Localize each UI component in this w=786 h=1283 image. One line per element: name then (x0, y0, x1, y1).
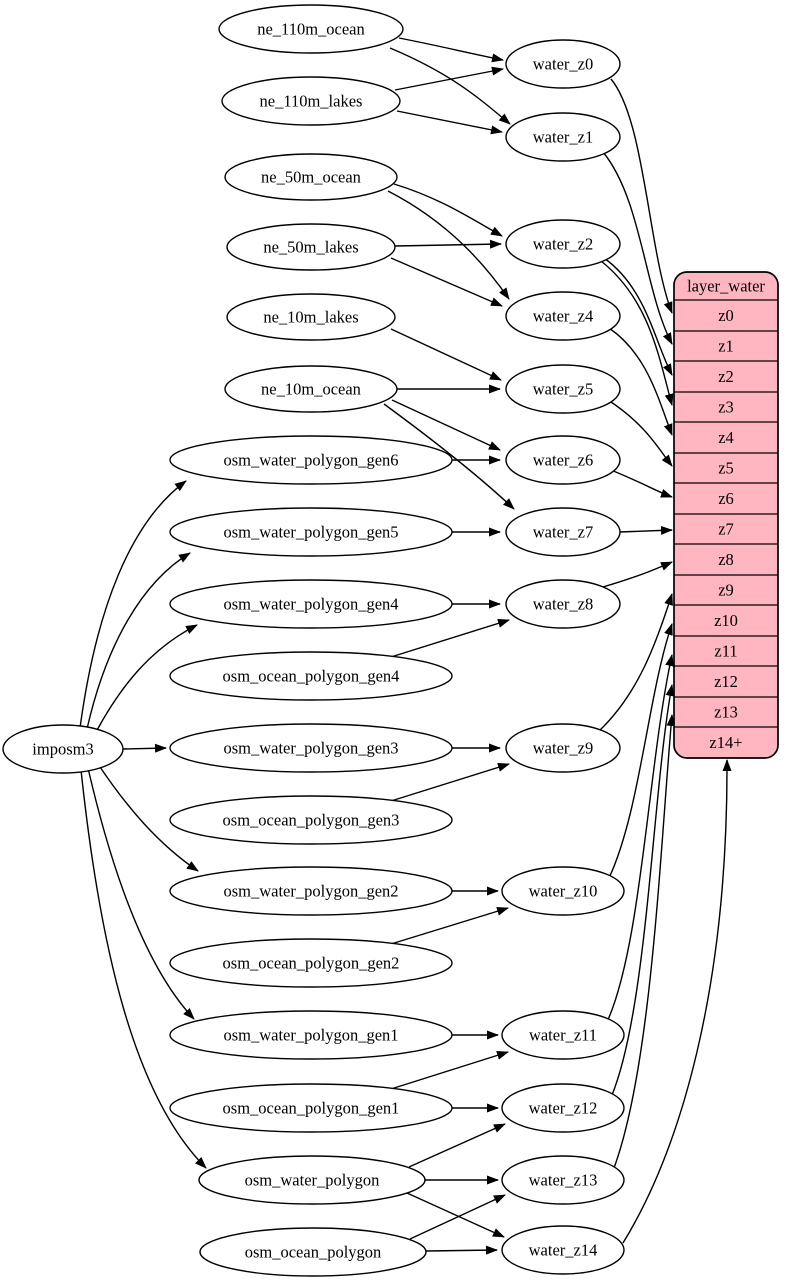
osm_water_polygon_gen1-label: osm_water_polygon_gen1 (223, 1025, 399, 1045)
layer_water-row-z1: z1 (718, 336, 734, 356)
water_z1-label: water_z1 (532, 127, 594, 147)
osm_ocean_polygon_gen4-label: osm_ocean_polygon_gen4 (222, 666, 400, 686)
osm_water_polygon-label: osm_water_polygon (244, 1170, 380, 1190)
osm_water_polygon_gen4-label: osm_water_polygon_gen4 (223, 594, 399, 614)
edge-water_z0-to-layer_water-z0 (611, 79, 672, 313)
water_z0-label: water_z0 (532, 54, 594, 74)
imposm3-label: imposm3 (32, 739, 94, 759)
layer_water-row-z10: z10 (714, 611, 738, 630)
node-osm_ocean_polygon_gen2 (170, 939, 452, 987)
node-osm_water_polygon_gen3 (170, 724, 452, 772)
node-osm_water_polygon_gen1 (170, 1011, 452, 1059)
node-osm_ocean_polygon_gen1 (170, 1084, 452, 1132)
layer_water-row-z4: z4 (718, 428, 734, 447)
edge-ne_110m_ocean-to-water_z0 (399, 38, 503, 60)
node-water_z11 (502, 1011, 624, 1059)
node-water_z12 (502, 1084, 624, 1132)
node-water_z0 (506, 40, 620, 88)
edge-ne_50m_lakes-to-water_z4 (391, 258, 502, 306)
edge-water_z8-to-layer_water-z8 (603, 562, 672, 587)
node-ne_10m_lakes (227, 294, 395, 340)
node-ne_50m_lakes (227, 224, 395, 270)
layer_water-row-z5: z5 (718, 458, 734, 478)
edge-ne_10m_lakes-to-water_z5 (391, 329, 501, 380)
layer_water-row-z0: z0 (718, 306, 734, 325)
node-water_z1 (506, 113, 620, 161)
osm_ocean_polygon_gen3-label: osm_ocean_polygon_gen3 (222, 810, 400, 830)
osm_ocean_polygon_gen1-label: osm_ocean_polygon_gen1 (222, 1098, 400, 1118)
edge-osm_ocean_polygon_gen4-to-water_z8 (391, 620, 509, 657)
edge-osm_ocean_polygon_gen3-to-water_z9 (391, 764, 509, 801)
node-water_z14 (502, 1226, 624, 1274)
water_z9-label: water_z9 (532, 738, 594, 758)
osm_ocean_polygon-label: osm_ocean_polygon (244, 1242, 382, 1262)
water_z2-label: water_z2 (532, 234, 594, 254)
edge-water_z14-to-layer_water-z14plus (623, 760, 727, 1243)
water_z5-label: water_z5 (532, 379, 594, 399)
node-ne_50m_ocean (225, 154, 397, 200)
water_z12-label: water_z12 (528, 1098, 598, 1118)
node-layer_water (674, 272, 778, 758)
osm_water_polygon_gen5-label: osm_water_polygon_gen5 (223, 522, 399, 542)
water_z4-label: water_z4 (532, 306, 594, 326)
edge-ne_110m_lakes-to-water_z1 (397, 111, 502, 132)
node-layer (3, 5, 778, 1276)
node-osm_water_polygon_gen5 (170, 508, 452, 556)
ne_50m_ocean-label: ne_50m_ocean (261, 167, 361, 187)
node-ne_110m_ocean (219, 5, 403, 53)
edge-water_z4-to-layer_water-z4 (609, 328, 672, 435)
layer_water-row-z3: z3 (718, 397, 734, 417)
ne_50m_lakes-label: ne_50m_lakes (263, 237, 359, 257)
node-water_z6 (506, 436, 620, 484)
edge-water_z7-to-layer_water-z7 (620, 530, 672, 532)
edge-osm_ocean_polygon_gen1-to-water_z11 (391, 1052, 508, 1089)
node-osm_water_polygon_gen2 (170, 867, 452, 915)
layer_water-row-z11: z11 (714, 641, 738, 661)
node-water_z9 (506, 724, 620, 772)
water_z6-label: water_z6 (532, 450, 594, 470)
layer_water-row-z7: z7 (718, 519, 734, 539)
node-water_z10 (502, 867, 624, 915)
layer_water-row-z6: z6 (718, 489, 734, 508)
node-water_z13 (502, 1156, 624, 1204)
edge-water_z6-to-layer_water-z6 (611, 470, 672, 497)
water_z14-label: water_z14 (528, 1240, 598, 1260)
node-osm_water_polygon_gen4 (170, 580, 452, 628)
osm_water_polygon_gen3-label: osm_water_polygon_gen3 (223, 738, 399, 758)
layer_water-row-z2: z2 (718, 367, 734, 386)
osm_water_polygon_gen6-label: osm_water_polygon_gen6 (223, 450, 399, 470)
layer_water-row-z14plus: z14+ (709, 733, 743, 752)
node-ne_110m_lakes (222, 77, 400, 125)
ne_110m_lakes-label: ne_110m_lakes (259, 91, 363, 111)
layer_water-row-z12: z12 (714, 672, 738, 691)
node-osm_ocean_polygon_gen3 (170, 796, 452, 844)
node-water_z8 (506, 580, 620, 628)
water_z8-label: water_z8 (532, 594, 594, 614)
layer_water-row-z13: z13 (714, 702, 738, 722)
node-osm_water_polygon_gen6 (170, 436, 452, 484)
ne_10m_lakes-label: ne_10m_lakes (263, 307, 359, 327)
layer_water-title: layer_water (687, 276, 765, 296)
edge-ne_110m_lakes-to-water_z0 (395, 69, 503, 90)
edge-osm_water_polygon-to-water_z12 (409, 1124, 505, 1167)
node-osm_water_polygon (199, 1156, 425, 1204)
node-osm_ocean_polygon_gen4 (170, 652, 452, 700)
ne_110m_ocean-label: ne_110m_ocean (257, 19, 365, 39)
edge-layer (80, 38, 727, 1251)
edge-imposm3-to-osm_water_polygon_gen3 (123, 748, 166, 749)
edge-osm_water_polygon-to-water_z14 (407, 1193, 504, 1237)
osm_ocean_polygon_gen2-label: osm_ocean_polygon_gen2 (222, 953, 400, 973)
edge-imposm3-to-osm_water_polygon_gen5 (87, 553, 190, 729)
node-imposm3 (3, 725, 123, 773)
water_z10-label: water_z10 (528, 881, 598, 901)
edge-osm_ocean_polygon_gen2-to-water_z10 (391, 908, 508, 944)
osm_water_polygon_gen2-label: osm_water_polygon_gen2 (223, 881, 399, 901)
node-water_z7 (506, 508, 620, 556)
edge-ne_50m_lakes-to-water_z2 (395, 244, 501, 246)
water_z13-label: water_z13 (528, 1170, 598, 1190)
node-water_z5 (506, 365, 620, 413)
ne_10m_ocean-label: ne_10m_ocean (261, 379, 361, 399)
layer_water-row-z9: z9 (718, 580, 734, 600)
node-water_z4 (506, 292, 620, 340)
edge-ne_50m_ocean-to-water_z2 (394, 184, 502, 236)
layer_water-row-z8: z8 (718, 550, 734, 569)
edge-osm_ocean_polygon-to-water_z14 (426, 1250, 497, 1251)
water_z7-label: water_z7 (532, 522, 594, 542)
water_z11-label: water_z11 (528, 1025, 598, 1045)
node-ne_10m_ocean (225, 366, 397, 412)
edge-osm_ocean_polygon-to-water_z13 (410, 1195, 505, 1239)
node-osm_ocean_polygon (200, 1228, 426, 1276)
node-water_z2 (506, 220, 620, 268)
